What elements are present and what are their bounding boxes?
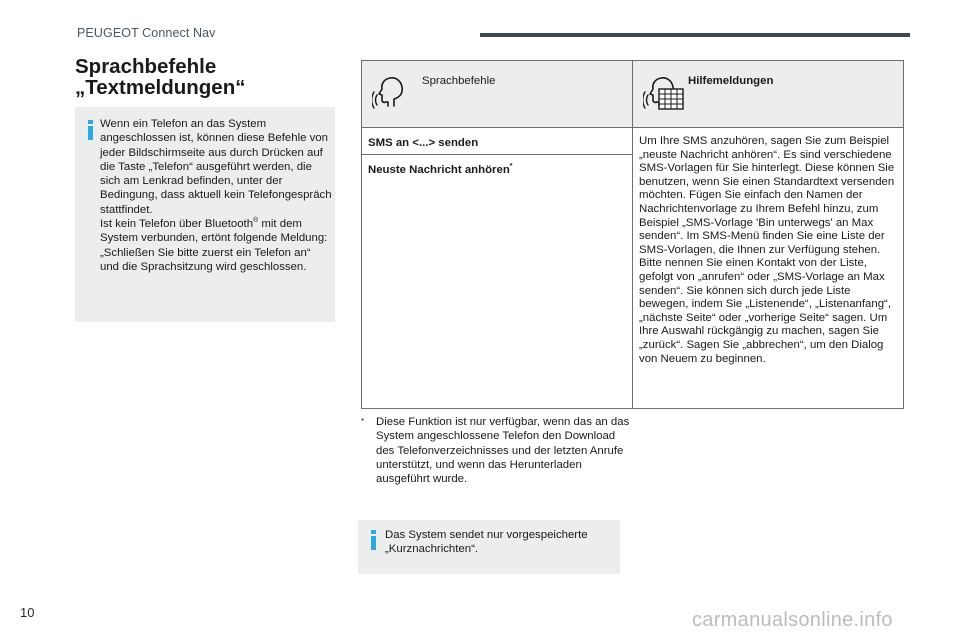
voice-commands-table xyxy=(361,60,904,409)
info-bluetooth-text: Ist kein Telefon über Bluetooth xyxy=(100,218,254,231)
header-bar xyxy=(480,33,910,37)
info-paragraph-2 xyxy=(100,217,332,274)
footnote xyxy=(361,415,631,486)
header-title: PEUGEOT Connect Nav xyxy=(77,26,216,40)
table-header-commands-label: Sprachbefehle xyxy=(422,75,496,87)
info-bluetooth-text-rest: mit dem System verbunden, ertönt folgende Meldung: „Schließen Sie bitte zuerst ein Telefon an“ und die Sprachsitzung wird geschlossen. xyxy=(100,218,328,273)
page-number: 10 xyxy=(20,605,35,620)
page-title-line1: Sprachbefehle xyxy=(75,55,217,78)
command-sms-text: SMS an <...> senden xyxy=(368,137,479,149)
info-text-phone xyxy=(100,117,332,274)
help-text: Um Ihre SMS anzuhören, sagen Sie zum Beispiel „neuste Nachricht anhören“. Es sind verschiedene SMS-Vorlagen für Sie hinterlegt. Diese können Sie benutzen, wenn Sie einen Standardtext versenden möchten. Fügen Sie einfach den Namen der Nachrichtenvorlage zu Ihrem Befehl hinzu, zum Beispiel „SMS-Vorlage 'Bin unterwegs' an Max senden“. Im SMS-Menü finden Sie eine Liste der SMS-Vorlagen, die Ihnen zur Verfügung stehen. Bitte nennen Sie einen Kontakt von der Liste, gefolgt von „anrufen“ oder „SMS-Vorlage an Max senden“. Sie können sich durch jede Liste bewegen, indem Sie „Listenende“, „Listenanfang“, „nächste Seite“ oder „vorherige Seite“ sagen. Um Ihre Auswahl rückgängig zu machen, sagen Sie „zurück“. Sagen Sie „abbrechen“, um den Dialog von Neuem zu beginnen. xyxy=(639,135,895,365)
table-header-help xyxy=(633,61,904,128)
help-text-cell xyxy=(633,128,904,409)
info-paragraph-1: Wenn ein Telefon an das System angeschlossen ist, können diese Befehle von jeder Bildschirmseite aus durch Drücken auf die Taste „Telefon“ ausgeführt werden, die sich am Lenkrad befinden, unter der Bedingung, dass aktuell kein Telefongespräch stattfindet. xyxy=(100,118,332,216)
info-box-phone xyxy=(75,107,335,322)
command-cell-latest-message xyxy=(362,155,633,409)
footnote-marker: * xyxy=(509,163,513,171)
table-header-row xyxy=(362,61,904,128)
command-latest-text: Neuste Nachricht anhören xyxy=(368,164,510,176)
table-header-commands xyxy=(362,61,633,128)
table-header-help-label: Hilfemeldungen xyxy=(688,75,774,87)
help-messages-icon xyxy=(643,75,687,111)
command-cell-sms xyxy=(362,128,633,155)
footnote-text: Diese Funktion ist nur verfügbar, wenn das an das System angeschlossene Telefon den Download des Telefonverzeichnisses und der letzten Anrufe unterstützt, und wenn das Herunterladen ausgeführt wurde. xyxy=(376,416,630,486)
voice-command-icon xyxy=(372,75,412,111)
info-text-sms: Das System sendet nur vorgespeicherte „Kurznachrichten“. xyxy=(385,529,588,556)
page-title xyxy=(75,56,245,98)
registered-mark: ® xyxy=(253,217,259,225)
table-row xyxy=(362,128,904,155)
footnote-mark: * xyxy=(361,417,365,426)
info-box-sms xyxy=(358,520,620,574)
page-title-line2: „Textmeldungen“ xyxy=(75,76,246,99)
watermark: carmanualsonline.info xyxy=(692,609,893,631)
